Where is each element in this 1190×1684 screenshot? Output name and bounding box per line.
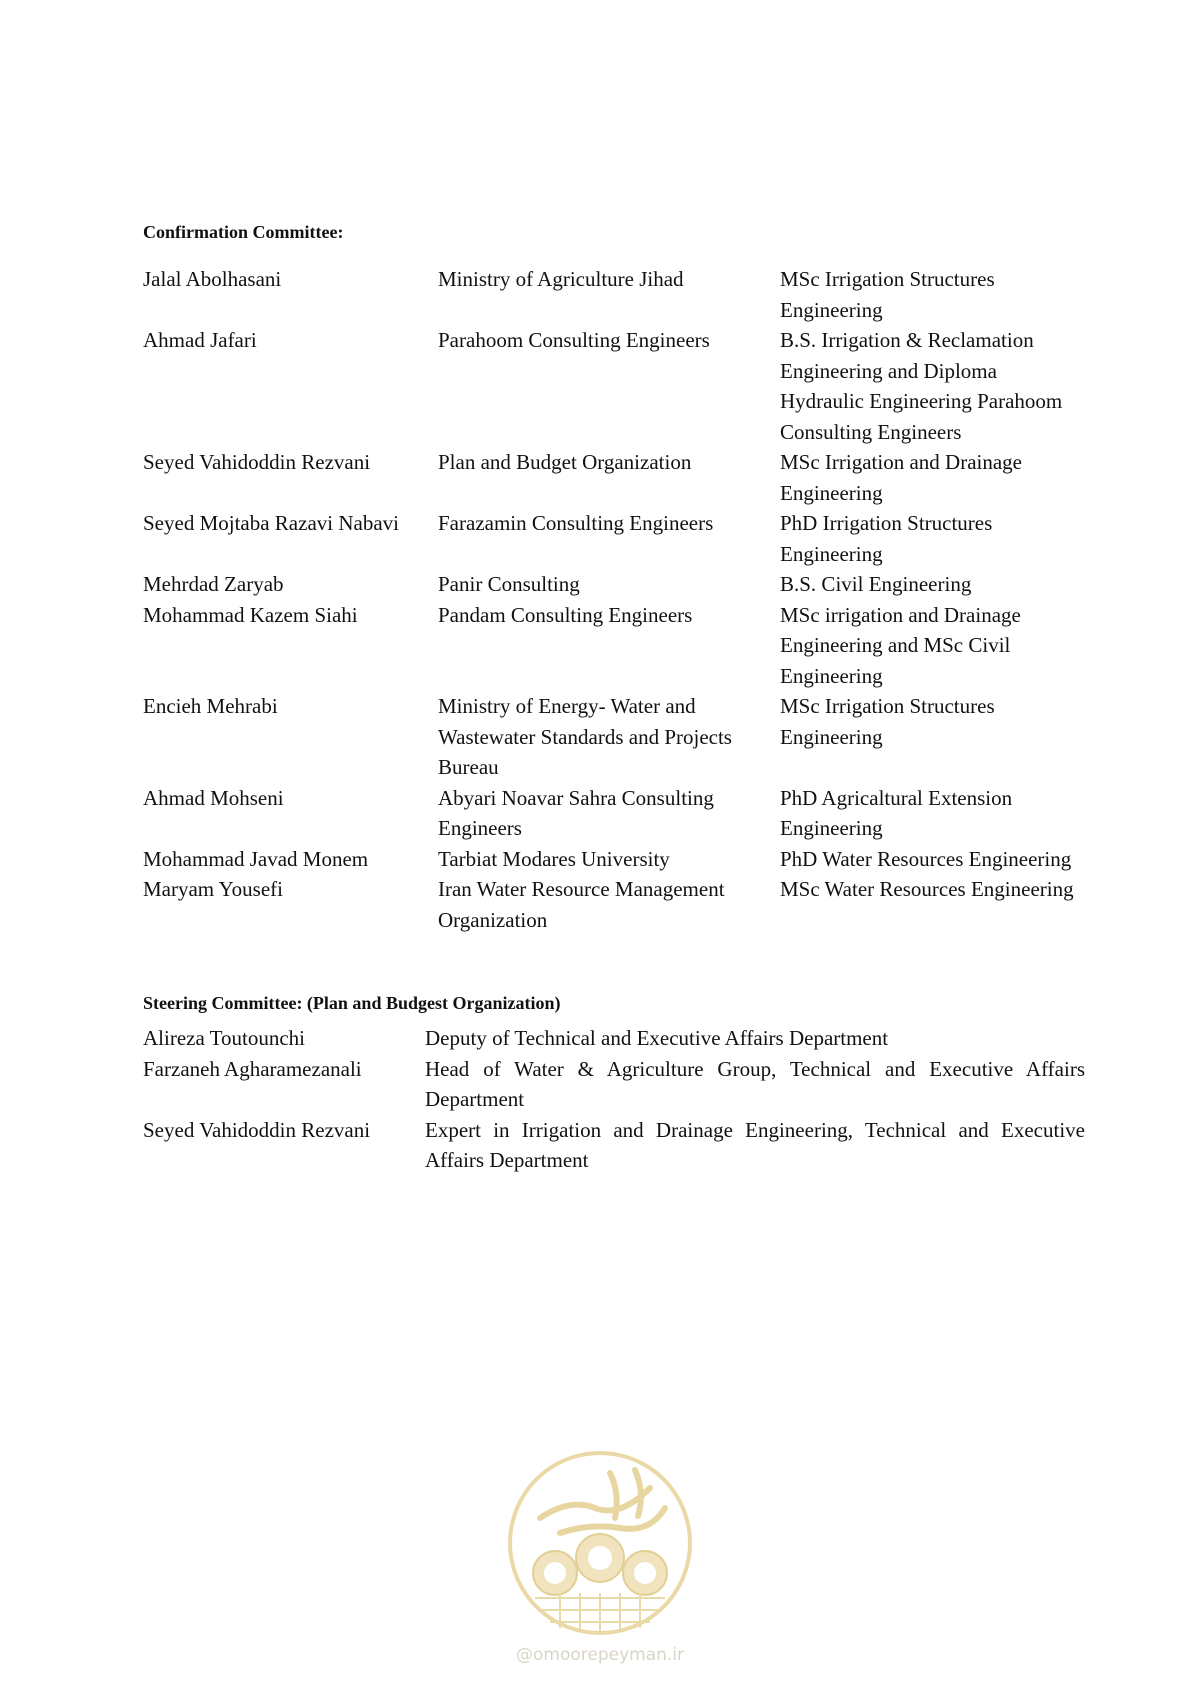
- table-row: [143, 264, 1083, 325]
- watermark-site-text: @omoorepeyman.ir: [515, 1645, 685, 1665]
- member-name: Farzaneh Agharamezanali: [143, 1056, 362, 1081]
- confirmation-committee-title: Confirmation Committee:: [143, 222, 344, 242]
- steering-committee-table: [143, 1023, 1085, 1176]
- member-organization: Panir Consulting: [438, 572, 580, 596]
- member-name: Seyed Vahidoddin Rezvani: [143, 1117, 371, 1142]
- table-row: [143, 569, 1083, 600]
- member-organization: Abyari Noavar Sahra Consulting Engineers: [438, 785, 714, 840]
- member-qualification: MSc irrigation and Drainage Engineering and MSc Civil Engineering: [780, 602, 1021, 688]
- table-row: [143, 874, 1083, 935]
- member-organization: Ministry of Energy- Water and Wastewater Standards and Projects Bureau: [438, 694, 732, 779]
- omoorepeyman-seal-icon: [500, 1448, 700, 1643]
- member-organization: Parahoom Consulting Engineers: [438, 328, 710, 352]
- table-row: [143, 447, 1083, 508]
- member-qualification: PhD Irrigation Structures Engineering: [780, 511, 993, 566]
- member-role: Expert in Irrigation and Drainage Engineering, Technical and Executive Affairs Department: [425, 1117, 1085, 1172]
- table-row: [143, 1115, 1085, 1176]
- member-qualification: B.S. Irrigation & Reclamation Engineering and Diploma Hydraulic Engineering Parahoom Consulting Engineers: [780, 328, 1063, 444]
- member-name: Encieh Mehrabi: [143, 694, 278, 718]
- member-name: Ahmad Jafari: [143, 328, 257, 352]
- member-organization: Iran Water Resource Management Organization: [438, 877, 725, 932]
- member-qualification: PhD Agricaltural Extension Engineering: [780, 785, 1013, 840]
- table-row: [143, 783, 1083, 844]
- member-qualification: B.S. Civil Engineering: [780, 572, 972, 596]
- member-name: Jalal Abolhasani: [143, 267, 282, 291]
- member-role: Deputy of Technical and Executive Affairs Department: [425, 1026, 889, 1050]
- table-row: [143, 600, 1083, 692]
- member-qualification: MSc Irrigation and Drainage Engineering: [780, 450, 1023, 505]
- member-qualification: MSc Water Resources Engineering: [780, 877, 1074, 901]
- member-name: Seyed Mojtaba Razavi Nabavi: [143, 511, 399, 535]
- member-name: Ahmad Mohseni: [143, 785, 284, 810]
- member-organization: Plan and Budget Organization: [438, 450, 692, 474]
- table-row: [143, 691, 1083, 783]
- member-role: Head of Water & Agriculture Group, Technical and Executive Affairs Department: [425, 1056, 1085, 1111]
- table-row: [143, 325, 1083, 447]
- table-row: [143, 1023, 1085, 1054]
- watermark: [500, 1448, 700, 1668]
- member-name: Mohammad Javad Monem: [143, 846, 369, 871]
- member-name: Maryam Yousefi: [143, 877, 283, 901]
- member-name: Mehrdad Zaryab: [143, 572, 284, 596]
- member-qualification: MSc Irrigation Structures Engineering: [780, 267, 995, 322]
- member-organization: Tarbiat Modares University: [438, 846, 670, 871]
- steering-committee-title: Steering Committee: (Plan and Budgest Organization): [143, 993, 561, 1013]
- member-name: Seyed Vahidoddin Rezvani: [143, 450, 371, 474]
- table-row: [143, 508, 1083, 569]
- table-row: [143, 844, 1083, 875]
- member-organization: Pandam Consulting Engineers: [438, 602, 693, 627]
- table-row: [143, 1054, 1085, 1115]
- member-organization: Ministry of Agriculture Jihad: [438, 267, 684, 291]
- member-name: Mohammad Kazem Siahi: [143, 602, 358, 627]
- member-qualification: MSc Irrigation Structures Engineering: [780, 694, 995, 749]
- member-organization: Farazamin Consulting Engineers: [438, 511, 714, 535]
- member-qualification: PhD Water Resources Engineering: [780, 846, 1072, 871]
- confirmation-committee-table: [143, 264, 1083, 935]
- member-name: Alireza Toutounchi: [143, 1026, 306, 1050]
